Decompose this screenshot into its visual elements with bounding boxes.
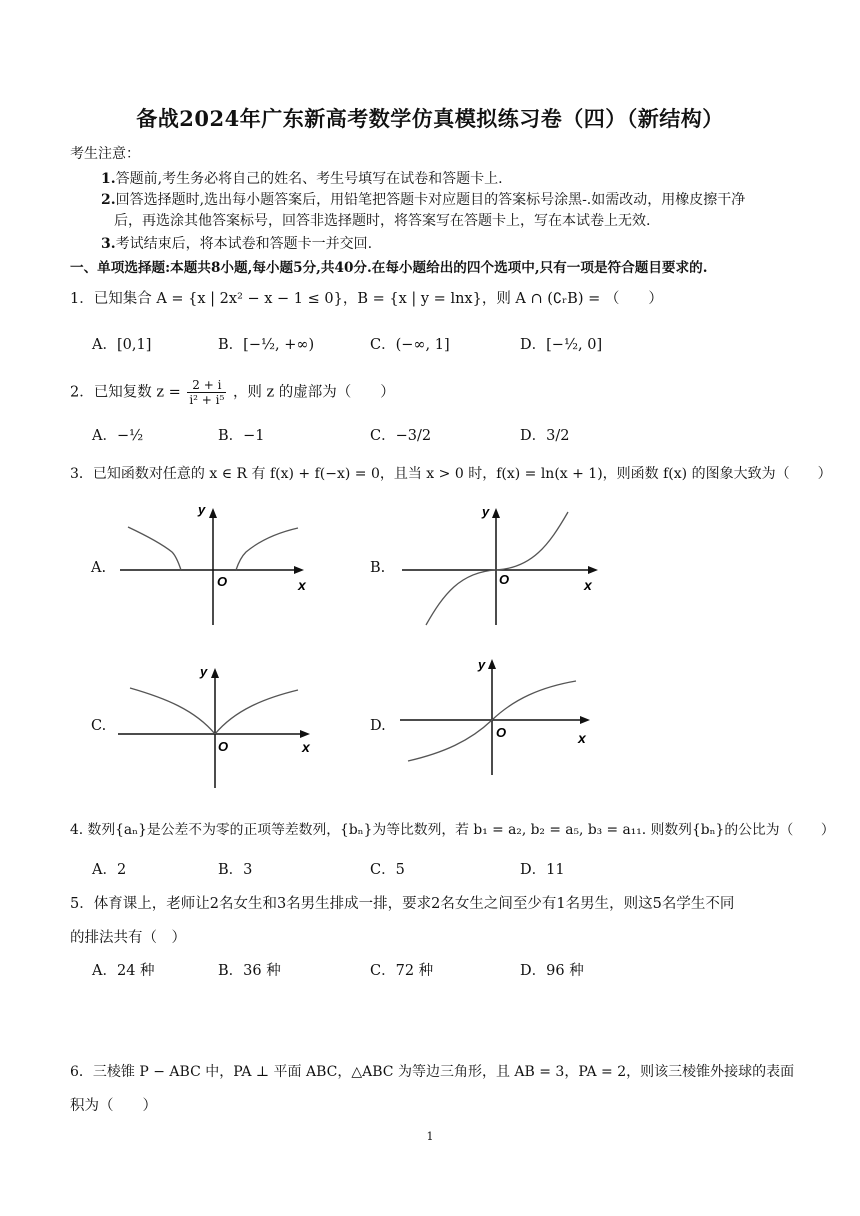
notice-item-number: 2. [101, 192, 116, 208]
origin-label: O [218, 739, 229, 754]
option-text: (−∞, 1] [395, 337, 450, 353]
question-2-stem [70, 378, 395, 407]
y-axis-arrow-icon [211, 668, 219, 678]
q3-graph-a [110, 500, 320, 630]
q1-option-a [92, 333, 151, 354]
option-text: 24 种 [116, 963, 155, 979]
option-label: D． [520, 428, 547, 444]
x-axis-label: x [298, 577, 306, 593]
option-label: A． [92, 428, 117, 444]
y-axis-label: y [478, 657, 486, 672]
option-label: D． [520, 963, 547, 979]
x-axis-arrow-icon [588, 566, 598, 574]
q2-fraction-numerator: 2 + i [187, 378, 226, 393]
q4-option-c [370, 858, 405, 879]
option-text: −½ [116, 428, 144, 444]
question-5-stem-line-2: 的排法共有（ ） [70, 930, 186, 946]
q2-option-d [520, 424, 569, 445]
notice-item-1 [101, 168, 503, 188]
curve-right [215, 690, 298, 734]
curve [426, 512, 568, 625]
origin-label: O [217, 574, 228, 589]
option-label: C． [370, 337, 396, 353]
option-label: B． [218, 963, 244, 979]
notice-item-2 [101, 189, 745, 209]
q1-option-b [218, 333, 314, 354]
notice-item-text: 答题前,考生务必将自己的姓名、考生号填写在试卷和答题卡上. [115, 171, 503, 187]
curve-left [128, 527, 181, 570]
option-text: 36 种 [243, 963, 281, 979]
y-axis-arrow-icon [492, 508, 500, 518]
notice-item-3 [101, 233, 372, 253]
curve-left [130, 688, 215, 734]
question-6-stem-line-1: 6．三棱锥 P − ABC 中，PA ⊥ 平面 ABC，△ABC 为等边三角形，且 AB = 3，PA = 2，则该三棱锥外接球的表面 [70, 1064, 795, 1080]
option-text: 5 [395, 862, 405, 878]
x-axis-arrow-icon [580, 716, 590, 724]
x-axis-label: x [584, 577, 592, 593]
option-text: −3/2 [395, 428, 432, 444]
origin-label: O [499, 572, 510, 587]
y-axis-label: y [482, 504, 490, 519]
option-label: B． [218, 337, 244, 353]
notice-item-text: 考试结束后，将本试卷和答题卡一并交回. [115, 236, 373, 252]
option-text: −1 [243, 428, 265, 444]
page-title: 备战2024年广东新高考数学仿真模拟练习卷（四）（新结构） [136, 106, 724, 131]
y-axis-arrow-icon [209, 508, 217, 518]
option-label: B． [218, 862, 244, 878]
q4-option-d [520, 858, 565, 879]
option-label: D． [520, 337, 547, 353]
q2-option-c [370, 424, 431, 445]
option-label: A． [92, 963, 117, 979]
q1-option-c [370, 333, 450, 354]
x-axis-label: x [302, 739, 310, 755]
q5-option-d [520, 959, 584, 980]
q2-option-a [92, 424, 143, 445]
q5-option-a [92, 959, 155, 980]
q2-stem-prefix: 2．已知复数 z = [70, 384, 181, 401]
q3-graph-d [398, 655, 608, 785]
y-axis-label: y [200, 664, 208, 679]
notice-item-number: 3. [101, 236, 116, 252]
question-1-stem: 1．已知集合 A = {x | 2x² − x − 1 ≤ 0}，B = {x | y = lnx}，则 A ∩ (∁ᵣB) = （ ） [70, 291, 663, 307]
option-text: [−½, 0] [546, 337, 603, 353]
q2-fraction [187, 378, 226, 407]
x-axis-arrow-icon [294, 566, 304, 574]
x-axis-arrow-icon [300, 730, 310, 738]
curve-right [236, 528, 298, 570]
q1-option-d [520, 333, 602, 354]
q2-stem-suffix: ，则 z 的虚部为（ ） [232, 384, 395, 401]
option-text: 3/2 [546, 428, 570, 444]
q2-fraction-denominator: i² + i⁵ [189, 393, 225, 407]
option-text: [0,1] [116, 337, 152, 353]
question-3-stem: 3．已知函数对任意的 x ∈ R 有 f(x) + f(−x) = 0，且当 x > 0 时，f(x) = ln(x + 1)，则函数 f(x) 的图象大致为（ ） [70, 466, 832, 482]
q3-graph-c [110, 660, 320, 790]
notice-item-number: 1. [101, 171, 116, 187]
q4-option-b [218, 858, 252, 879]
option-label: C． [370, 963, 396, 979]
option-text: 72 种 [395, 963, 434, 979]
q5-option-c [370, 959, 433, 980]
option-label: A． [92, 862, 117, 878]
option-label: B． [218, 428, 244, 444]
notice-item-2-continued: 后，再选涂其他答案标号，回答非选择题时，将答案写在答题卡上，写在本试卷上无效. [114, 213, 651, 229]
section-heading: 一、单项选择题:本题共8小题,每小题5分,共40分.在每小题给出的四个选项中,只有一项是符合题目要求的. [70, 260, 708, 276]
q3-option-c-label: C. [91, 718, 107, 734]
page-number: 1 [426, 1130, 434, 1143]
option-label: D． [520, 862, 547, 878]
y-axis-arrow-icon [488, 659, 496, 669]
q5-option-b [218, 959, 281, 980]
q3-option-d-label: D. [370, 718, 386, 734]
option-text: 11 [546, 862, 565, 878]
y-axis-label: y [198, 502, 206, 517]
question-5-stem-line-1: 5．体育课上，老师让2名女生和3名男生排成一排，要求2名女生之间至少有1名男生，则这5名学生不同 [70, 896, 735, 912]
q3-option-a-label: A. [91, 560, 107, 576]
question-6-stem-line-2: 积为（ ） [70, 1098, 157, 1114]
option-text: 3 [243, 862, 253, 878]
q3-graph-b [398, 500, 608, 630]
option-label: C． [370, 862, 396, 878]
question-4-stem: 4. 数列{aₙ}是公差不为零的正项等差数列，{bₙ}为等比数列，若 b₁ = a₂, b₂ = a₅, b₃ = a₁₁. 则数列{bₙ}的公比为（ ） [70, 822, 835, 838]
option-label: C． [370, 428, 396, 444]
q3-option-b-label: B. [370, 560, 386, 576]
notice-item-text: 回答选择题时,选出每小题答案后，用铅笔把答题卡对应题目的答案标号涂黑-.如需改动，用橡皮擦干净 [115, 192, 746, 208]
option-text: 96 种 [546, 963, 584, 979]
option-text: [−½, +∞) [243, 337, 315, 353]
notice-heading: 考生注意： [70, 146, 140, 162]
x-axis-label: x [578, 730, 586, 746]
q2-option-b [218, 424, 265, 445]
origin-label: O [496, 725, 507, 740]
option-text: 2 [116, 862, 127, 878]
q4-option-a [92, 858, 126, 879]
option-label: A． [92, 337, 117, 353]
